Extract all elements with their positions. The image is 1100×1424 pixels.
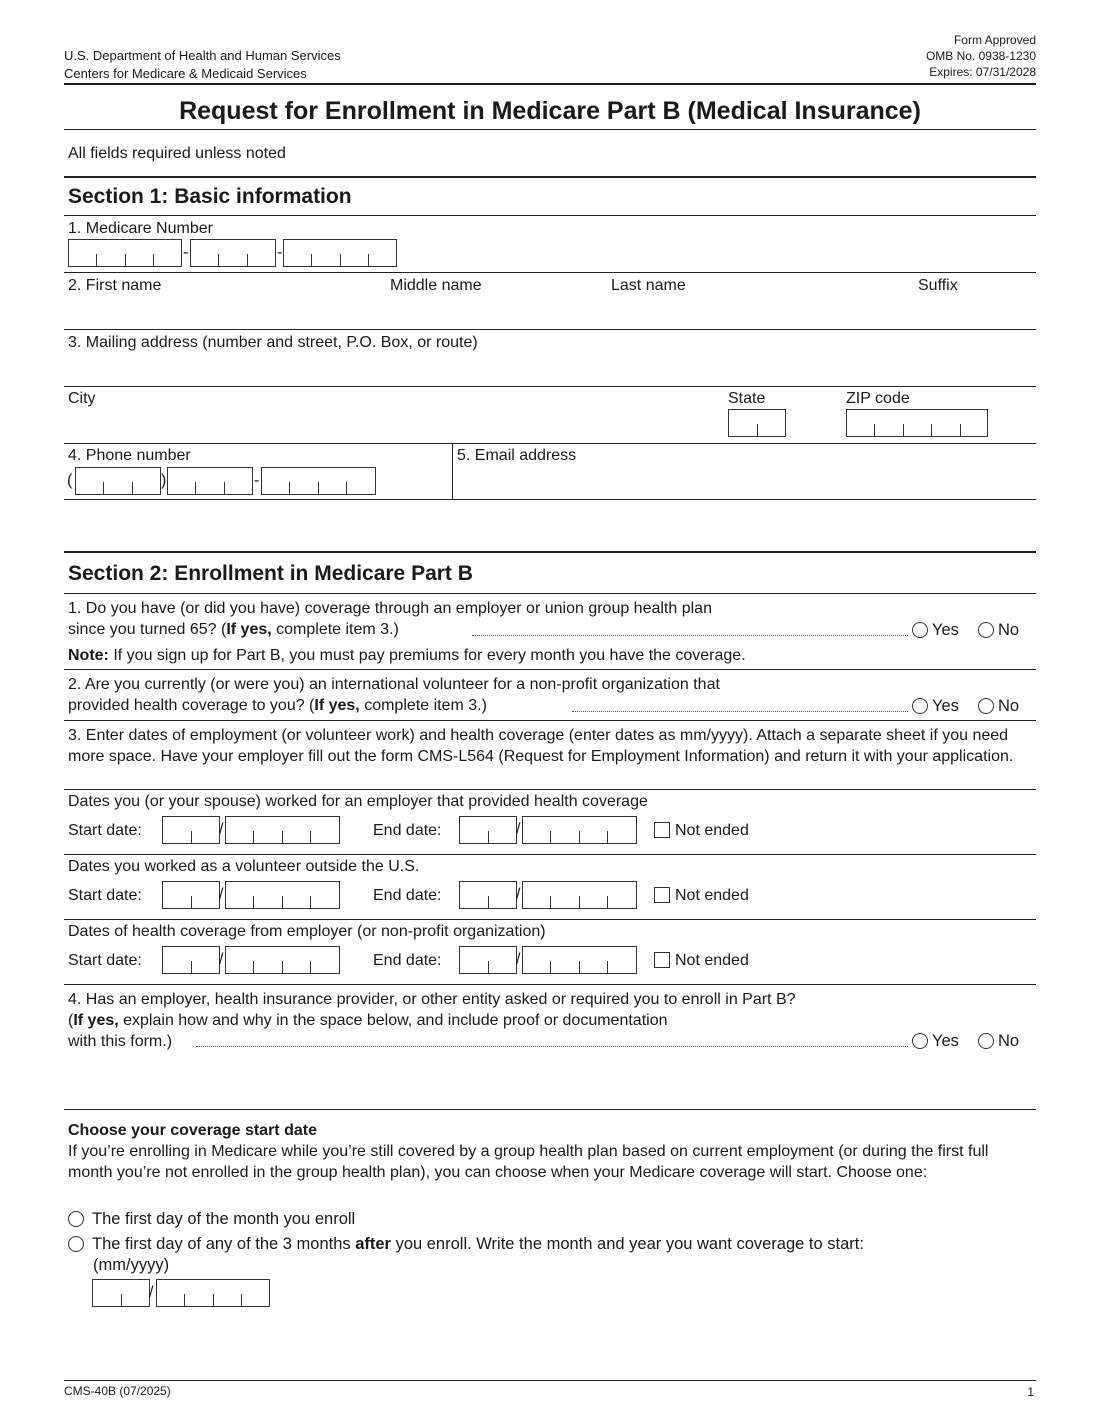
not-ended-checkbox[interactable] [654, 887, 670, 903]
not-ended-checkbox[interactable] [654, 822, 670, 838]
medicare-number-label: 1. Medicare Number [68, 220, 213, 237]
q2-no-option[interactable]: No [978, 696, 1019, 717]
row-rule [64, 984, 1036, 985]
q4-yes-option[interactable]: Yes [912, 1031, 959, 1052]
q1-no-option[interactable]: No [978, 620, 1019, 641]
required-note: All fields required unless noted [68, 145, 286, 162]
phone-line-number[interactable] [261, 467, 376, 495]
omb-number: OMB No. 0938-1230 [925, 49, 1036, 63]
coverage-slash: / [149, 1284, 154, 1301]
header-rule [64, 83, 1036, 85]
date-slash: / [219, 951, 224, 968]
row-rule [64, 854, 1036, 855]
coverage-year-input[interactable] [156, 1279, 270, 1307]
row-rule [64, 669, 1036, 670]
coverage-month-input[interactable] [92, 1279, 150, 1307]
middle-name-label: Middle name [390, 277, 482, 294]
state-label: State [728, 390, 766, 407]
row-rule [64, 329, 1036, 330]
not-ended-checkbox[interactable] [654, 952, 670, 968]
q4-yes-radio[interactable] [912, 1033, 928, 1049]
date-group-label: Dates you (or your spouse) worked for an employer that provided health coverage [68, 793, 648, 810]
section2-heading: Section 2: Enrollment in Medicare Part B [68, 562, 473, 585]
q2-yes-option[interactable]: Yes [912, 696, 959, 717]
end-year-input[interactable] [522, 816, 637, 844]
coverage-date-format: (mm/yyyy) [93, 1256, 170, 1274]
section2-heading-rule [64, 593, 1036, 594]
not-ended-option[interactable]: Not ended [654, 951, 749, 971]
date-slash: / [516, 886, 521, 903]
phone-email-divider [452, 443, 453, 500]
suffix-label: Suffix [918, 277, 958, 294]
start-date-label: Start date: [68, 952, 142, 969]
date-slash: / [516, 951, 521, 968]
footer-form-id: CMS-40B (07/2025) [64, 1384, 171, 1398]
zip-label: ZIP code [846, 390, 910, 407]
phone-paren-close: ) [161, 472, 167, 489]
city-label: City [68, 390, 96, 407]
q4-leader-dots [196, 1046, 908, 1047]
phone-prefix[interactable] [167, 467, 253, 495]
section1-heading-rule [64, 215, 1036, 216]
medicare-number-part2[interactable] [190, 239, 276, 267]
section1-rule [64, 176, 1036, 178]
expiration-date: Expires: 07/31/2028 [929, 65, 1036, 79]
phone-paren-open: ( [67, 472, 73, 489]
date-group-label: Dates you worked as a volunteer outside the U.S. [68, 858, 420, 875]
q1-note: Note: If you sign up for Part B, you must pay premiums for every month you have the coverage. [68, 647, 746, 664]
start-year-input[interactable] [225, 816, 340, 844]
section1-heading: Section 1: Basic information [68, 185, 352, 208]
q4-no-option[interactable]: No [978, 1031, 1019, 1052]
state-input[interactable] [728, 409, 786, 437]
start-month-input[interactable] [162, 881, 220, 909]
q2-yes-radio[interactable] [912, 698, 928, 714]
medicare-dash-1: - [183, 244, 189, 261]
medicare-number-part3[interactable] [283, 239, 397, 267]
not-ended-option[interactable]: Not ended [654, 821, 749, 841]
footer-page-number: 1 [1027, 1385, 1034, 1399]
phone-label: 4. Phone number [68, 447, 191, 464]
end-date-label: End date: [373, 887, 442, 904]
footer-rule [64, 1380, 1036, 1381]
start-month-input[interactable] [162, 946, 220, 974]
mailing-address-field[interactable] [64, 353, 1036, 385]
email-field[interactable] [456, 466, 1034, 498]
row-rule [64, 499, 1036, 500]
start-month-input[interactable] [162, 816, 220, 844]
not-ended-option[interactable]: Not ended [654, 886, 749, 906]
coverage-text: If you’re enrolling in Medicare while you’re still covered by a group health plan based on current employment (or during the first full month you’re not enrolled in the group health plan), you can choose when your Medicare coverage will start. Choose one: [68, 1143, 989, 1181]
email-label: 5. Email address [457, 447, 577, 464]
row-rule [64, 272, 1036, 273]
end-year-input[interactable] [522, 946, 637, 974]
q2-leader-dots [572, 711, 908, 712]
q1-yes-radio[interactable] [912, 622, 928, 638]
row-rule [64, 919, 1036, 920]
phone-area-code[interactable] [75, 467, 161, 495]
q3-instructions: 3. Enter dates of employment (or volunteer work) and health coverage (enter dates as mm/yyyy). Attach a separate sheet if you need more space. Have your employer fill out the form CMS-L564 (Request for Employment Information) and return it with your application. [68, 727, 1014, 765]
end-year-input[interactable] [522, 881, 637, 909]
end-date-label: End date: [373, 822, 442, 839]
q1-leader-dots [472, 635, 908, 636]
end-month-input[interactable] [459, 816, 517, 844]
q4-line1: 4. Has an employer, health insurance provider, or other entity asked or required you to enroll in Part B? [68, 991, 796, 1008]
form-approved: Form Approved [953, 33, 1036, 47]
date-slash: / [219, 886, 224, 903]
row-rule [64, 789, 1036, 790]
first-name-label: 2. First name [68, 277, 162, 294]
end-date-label: End date: [373, 952, 442, 969]
date-group-label: Dates of health coverage from employer (or non-profit organization) [68, 923, 546, 940]
q1-no-radio[interactable] [978, 622, 994, 638]
row-rule [64, 386, 1036, 387]
q4-line3: with this form.) [68, 1033, 173, 1050]
row-rule [64, 720, 1036, 721]
last-name-label: Last name [611, 277, 686, 294]
title-rule [64, 129, 1036, 130]
start-year-input[interactable] [225, 946, 340, 974]
row-rule [64, 443, 1036, 444]
date-slash: / [516, 821, 521, 838]
zip-input[interactable] [846, 409, 988, 437]
dept-line-2: Centers for Medicare & Medicaid Services [64, 66, 307, 81]
q1-yes-option[interactable]: Yes [912, 620, 959, 641]
q1-line2: since you turned 65? (If yes, complete item 3.) [68, 621, 399, 638]
section2-rule [64, 551, 1036, 553]
coverage-option-2-radio[interactable] [68, 1236, 84, 1252]
q4-explanation-field[interactable] [64, 1056, 1036, 1106]
form-title: Request for Enrollment in Medicare Part B (Medical Insurance) [179, 97, 921, 125]
mailing-address-label: 3. Mailing address (number and street, P.O. Box, or route) [68, 334, 478, 351]
q2-line1: 2. Are you currently (or were you) an international volunteer for a non-profit organization that [68, 676, 720, 693]
q1-line1: 1. Do you have (or did you have) coverage through an employer or union group health plan [68, 600, 712, 617]
coverage-option-1-radio[interactable] [68, 1211, 84, 1227]
start-date-label: Start date: [68, 887, 142, 904]
medicare-number-part1[interactable] [68, 239, 182, 267]
name-fields-area[interactable] [64, 296, 1036, 328]
date-slash: / [219, 821, 224, 838]
start-year-input[interactable] [225, 881, 340, 909]
coverage-option-2[interactable]: The first day of any of the 3 months after you enroll. Write the month and year you want coverage to start: [68, 1234, 864, 1255]
coverage-rule [64, 1109, 1036, 1110]
q2-line2: provided health coverage to you? (If yes, complete item 3.) [68, 697, 487, 714]
q2-no-radio[interactable] [978, 698, 994, 714]
coverage-heading: Choose your coverage start date [68, 1122, 317, 1139]
coverage-option-1[interactable]: The first day of the month you enroll [68, 1209, 355, 1230]
end-month-input[interactable] [459, 946, 517, 974]
q4-no-radio[interactable] [978, 1033, 994, 1049]
end-month-input[interactable] [459, 881, 517, 909]
dept-line-1: U.S. Department of Health and Human Services [64, 48, 341, 63]
medicare-dash-2: - [277, 244, 283, 261]
phone-dash: - [254, 472, 260, 489]
start-date-label: Start date: [68, 822, 142, 839]
q4-line2: (If yes, explain how and why in the space below, and include proof or documentation [68, 1012, 668, 1029]
